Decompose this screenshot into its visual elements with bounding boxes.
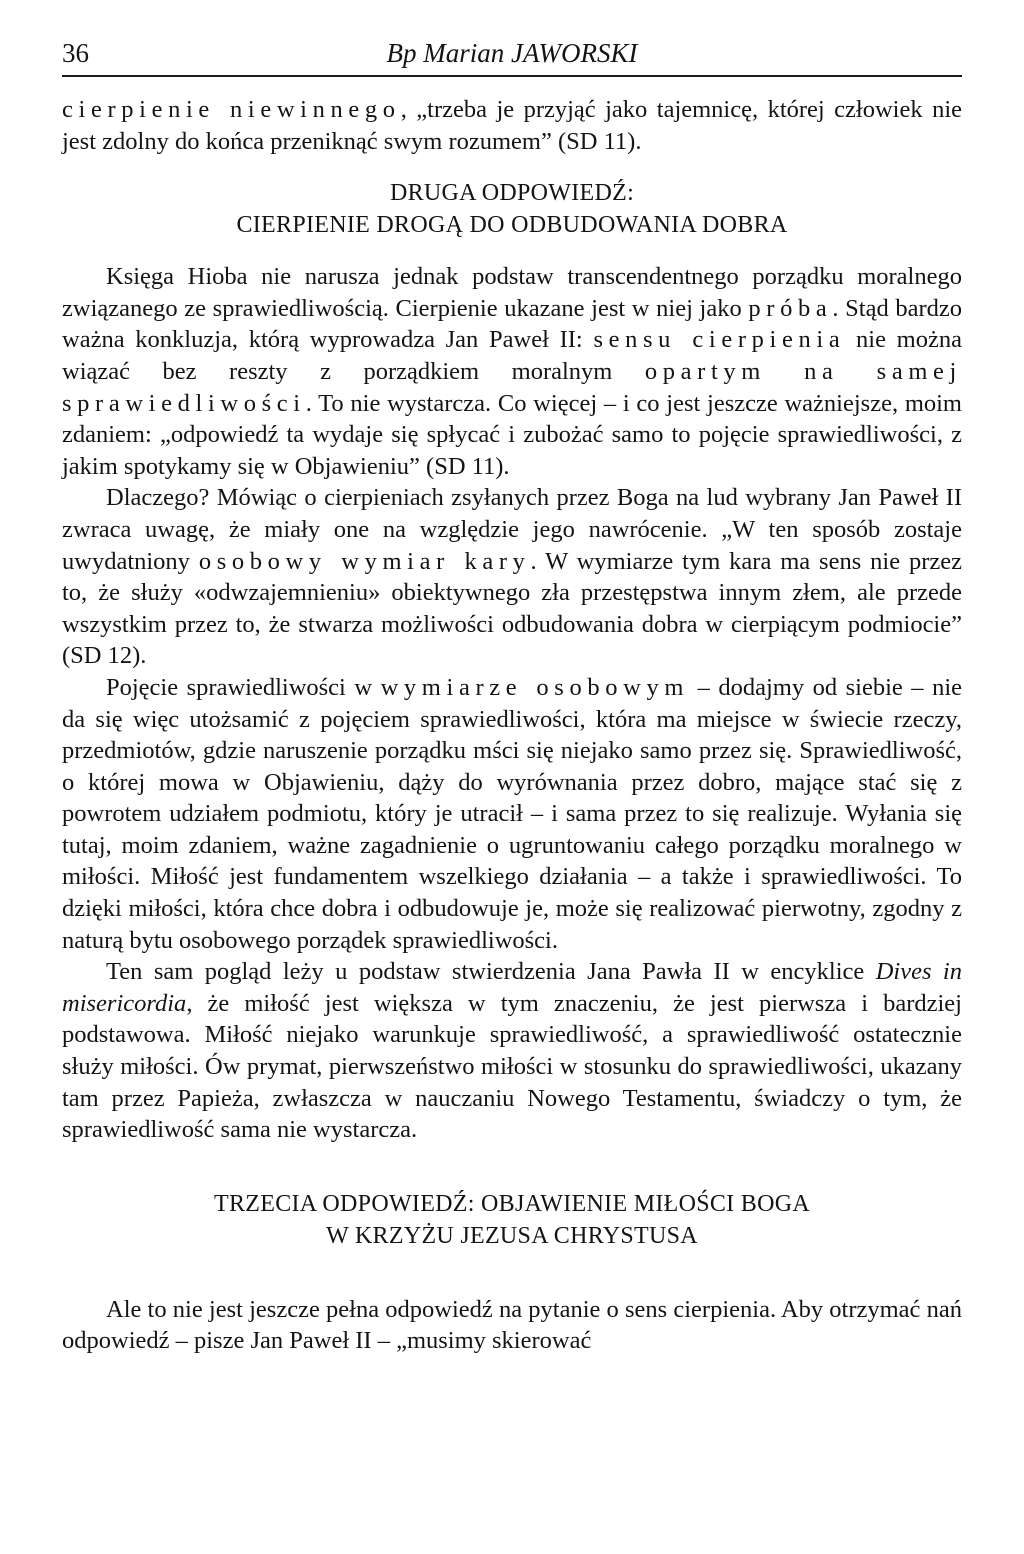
spaced-emphasis: opartym na samej sprawiedliwości [62,357,963,417]
text-run: , „trzeba je przyjąć jako tajemnicę, której człowiek nie jest zdolny do końca przeniknąć swym rozumem” (SD 11). [62,96,962,155]
paragraph [62,1294,962,1357]
spaced-emphasis: wymiarze osobowym [380,673,690,701]
text-run: Dlaczego? Mówiąc o cierpieniach zsyłanych przez Boga na lud wybrany Jan Paweł II zwraca uwagę, że miały one na względzie jego nawrócenie. „W ten sposób zostaje uwydatniony [62,484,962,575]
text-run: Ale to nie jest jeszcze pełna odpowiedź na pytanie o sens cierpienia. Aby otrzymać nań odpowiedź – pisze Jan Paweł II – „musimy skierować [62,1295,962,1355]
text-run: – dodajmy od siebie – nie da się więc utożsamić z pojęciem sprawiedliwości, która ma miejsce w świecie rzeczy, przedmiotów, gdzie naruszenie porządku mści się niejako samo przez się. Sprawiedliwość, o której mowa w Objawieniu, dąży do wyrównania przez dobro, mające stać się z powrotem udziałem podmiotu, który je utracił – i sama przez to się realizuje. Wyłania się tutaj, moim zdaniem, ważne zagadnienie o ugruntowaniu całego porządku moralnego w miłości. Miłość jest fundamentem wszelkiego działania – a także i sprawiedliwości. To dzięki miłości, która chce dobra i odbudowuje je, może się realizować pierwotny, zgodny z naturą bytu osobowego porządek sprawiedliwości. [62,673,962,954]
text-run: Ten sam pogląd leży u podstaw stwierdzenia Jana Pawła II w encyklice [106,958,876,986]
heading-line: CIERPIENIE DROGĄ DO ODBUDOWANIA DOBRA [236,212,788,239]
paragraph [62,672,962,956]
italic-title: Dives in misericordia [62,958,962,1017]
heading-line: TRZECIA ODPOWIEDŹ: OBJAWIENIE MIŁOŚCI BOGA [214,1190,810,1217]
text-run: . W wymiarze tym kara ma sens nie przez to, że służy «odwzajemnieniu» obiektywnego zła przestępstwa innym złem, ale przede wszystkim przez to, że stwarza możliwości odbudowania dobra w cierpiącym podmiocie” (SD 12). [62,547,962,670]
paragraph [62,956,962,1146]
spaced-emphasis: osobowy wymiar kary [198,547,531,575]
text-run: , że miłość jest większa w tym znaczeniu, że jest pierwsza i bardziej podstawowa. Miłość niejako warunkuje sprawiedliwość, a sprawiedliwość ostatecznie służy miłości. Ów prymat, pierwszeństwo miłości w stosunku do sprawiedliwości, ukazany tam przez Papieża, zwłaszcza w nauczaniu Nowego Testamentu, świadczy o tym, że sprawiedliwość sama nie wystarcza. [62,989,962,1144]
running-title: Bp Marian JAWORSKI [386,38,638,68]
body-text [62,94,962,1357]
text-run: Pojęcie sprawiedliwości w [106,673,381,701]
header-rule [62,75,962,77]
text-run: . Stąd bardzo ważna konkluzja, którą wyprowadza Jan Paweł II: [62,294,963,354]
spaced-emphasis: cierpienie niewinnego [62,96,401,123]
heading-line: W KRZYŻU JEZUSA CHRYSTUSA [326,1222,698,1249]
paragraph [62,482,962,672]
text-run: Księga Hioba nie narusza jednak podstaw transcendentnego porządku moralnego związanego ze sprawiedliwością. Cierpienie ukazane jest w niej jako [62,263,962,322]
spaced-emphasis: sensu cierpienia [593,326,846,354]
text-run: nie można wiązać bez reszty z porządkiem moralnym [62,326,962,385]
section-heading-third-answer [62,1188,962,1252]
paragraph [62,261,962,482]
page-header [62,38,962,78]
spaced-emphasis: próba [748,294,833,322]
text-run: . To nie wystarcza. Co więcej – i co jest jeszcze ważniejsze, moim zdaniem: „odpowiedź ta wydaje się spłycać i zubożać samo to pojęcie sprawiedliwości, z jakim spotykamy się w Objawieniu” (SD 11). [62,389,962,480]
page-number: 36 [62,38,89,68]
heading-line: DRUGA ODPOWIEDŹ: [389,180,635,207]
paragraph-continued [62,94,962,157]
section-heading-second-answer [62,177,962,241]
